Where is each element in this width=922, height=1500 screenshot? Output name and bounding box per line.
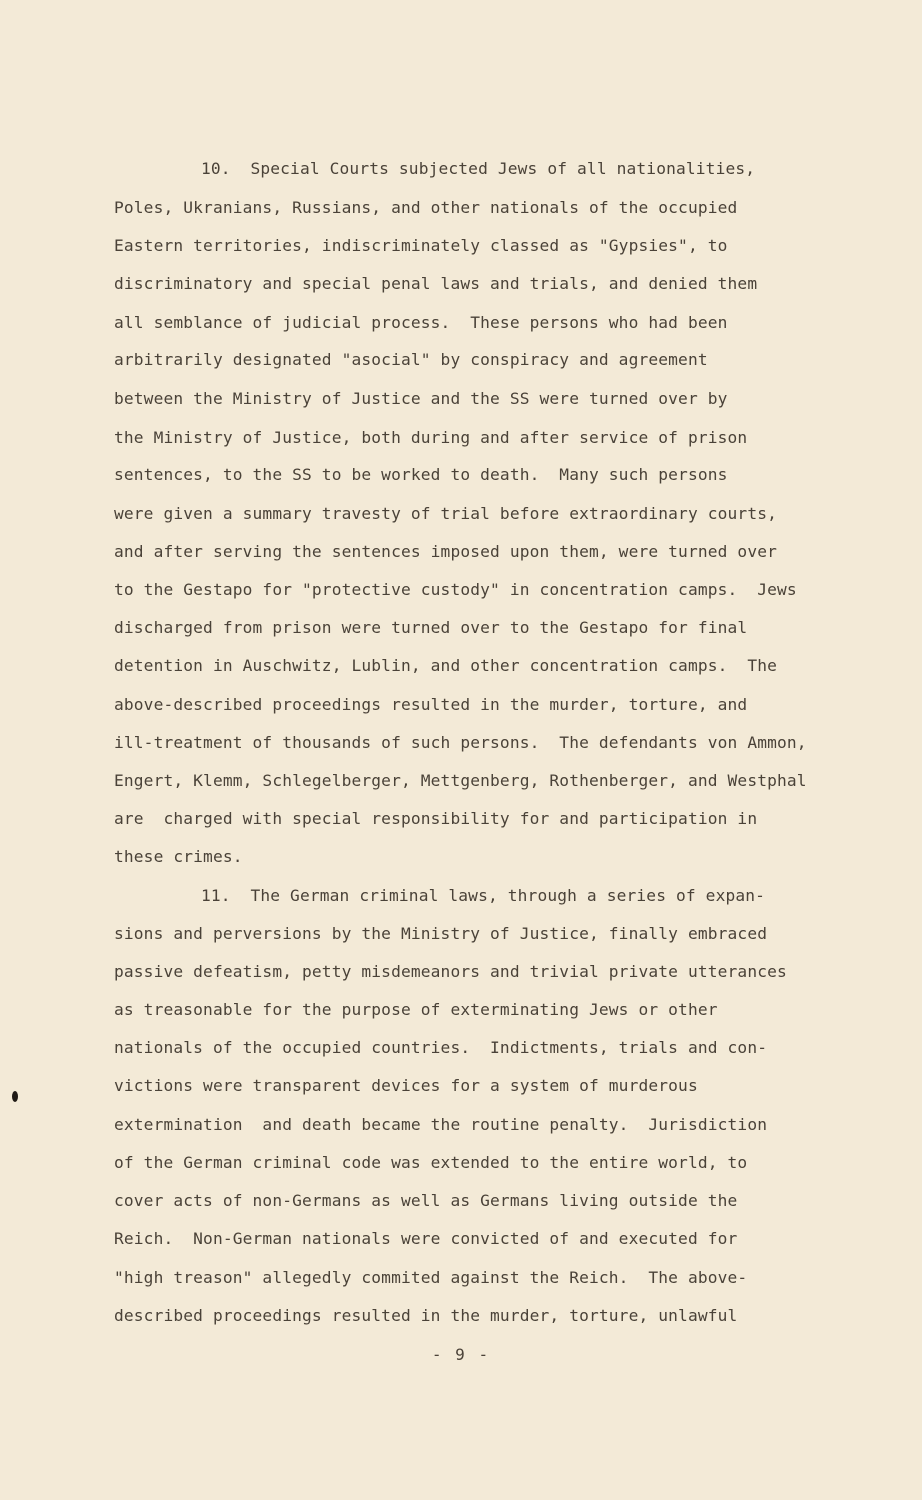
- paragraph-10-line: sentences, to the SS to be worked to death. Many such persons: [114, 465, 728, 484]
- ink-mark: [12, 1091, 18, 1102]
- paragraph-11-line: victions were transparent devices for a system of murderous: [114, 1076, 698, 1095]
- paragraph-11-line: extermination and death became the routine penalty. Jurisdiction: [114, 1115, 768, 1134]
- paragraph-10-line: discriminatory and special penal laws and trials, and denied them: [114, 274, 758, 293]
- page-number: - 9 -: [431, 1345, 491, 1364]
- paragraph-11-line: as treasonable for the purpose of exterminating Jews or other: [114, 1000, 718, 1019]
- paragraph-10-line: above-described proceedings resulted in the murder, torture, and: [114, 695, 748, 714]
- paragraph-10-line: 10. Special Courts subjected Jews of all nationalities,: [201, 159, 756, 178]
- paragraph-10-line: ill-treatment of thousands of such persons. The defendants von Ammon,: [114, 733, 807, 752]
- paragraph-11-line: sions and perversions by the Ministry of Justice, finally embraced: [114, 924, 768, 943]
- paragraph-11-line: nationals of the occupied countries. Indictments, trials and con-: [114, 1038, 768, 1057]
- paragraph-10-line: Eastern territories, indiscriminately classed as "Gypsies", to: [114, 236, 728, 255]
- paragraph-10-line: these crimes.: [114, 847, 243, 866]
- paragraph-10-line: the Ministry of Justice, both during and after service of prison: [114, 428, 748, 447]
- paragraph-10-line: detention in Auschwitz, Lublin, and other concentration camps. The: [114, 656, 778, 675]
- paragraph-11-line: 11. The German criminal laws, through a series of expan-: [201, 886, 766, 905]
- paragraph-11-line: Reich. Non-German nationals were convicted of and executed for: [114, 1229, 738, 1248]
- paragraph-10-line: arbitrarily designated "asocial" by conspiracy and agreement: [114, 350, 708, 369]
- paragraph-11-line: described proceedings resulted in the murder, torture, unlawful: [114, 1306, 738, 1325]
- paragraph-11-line: of the German criminal code was extended to the entire world, to: [114, 1153, 748, 1172]
- paragraph-10-line: Poles, Ukranians, Russians, and other nationals of the occupied: [114, 198, 738, 217]
- paragraph-10-line: are charged with special responsibility for and participation in: [114, 809, 758, 828]
- paragraph-11-line: passive defeatism, petty misdemeanors and trivial private utterances: [114, 962, 787, 981]
- paragraph-10-line: Engert, Klemm, Schlegelberger, Mettgenberg, Rothenberger, and Westphal: [114, 771, 807, 790]
- paragraph-11-line: "high treason" allegedly commited against the Reich. The above-: [114, 1268, 748, 1287]
- paragraph-10-line: discharged from prison were turned over to the Gestapo for final: [114, 618, 748, 637]
- paragraph-10-line: between the Ministry of Justice and the SS were turned over by: [114, 389, 728, 408]
- paragraph-10-line: and after serving the sentences imposed upon them, were turned over: [114, 542, 778, 561]
- paragraph-10-line: all semblance of judicial process. These persons who had been: [114, 313, 728, 332]
- paragraph-10-line: were given a summary travesty of trial before extraordinary courts,: [114, 504, 778, 523]
- paragraph-10-line: to the Gestapo for "protective custody" in concentration camps. Jews: [114, 580, 797, 599]
- paragraph-11-line: cover acts of non-Germans as well as Germans living outside the: [114, 1191, 738, 1210]
